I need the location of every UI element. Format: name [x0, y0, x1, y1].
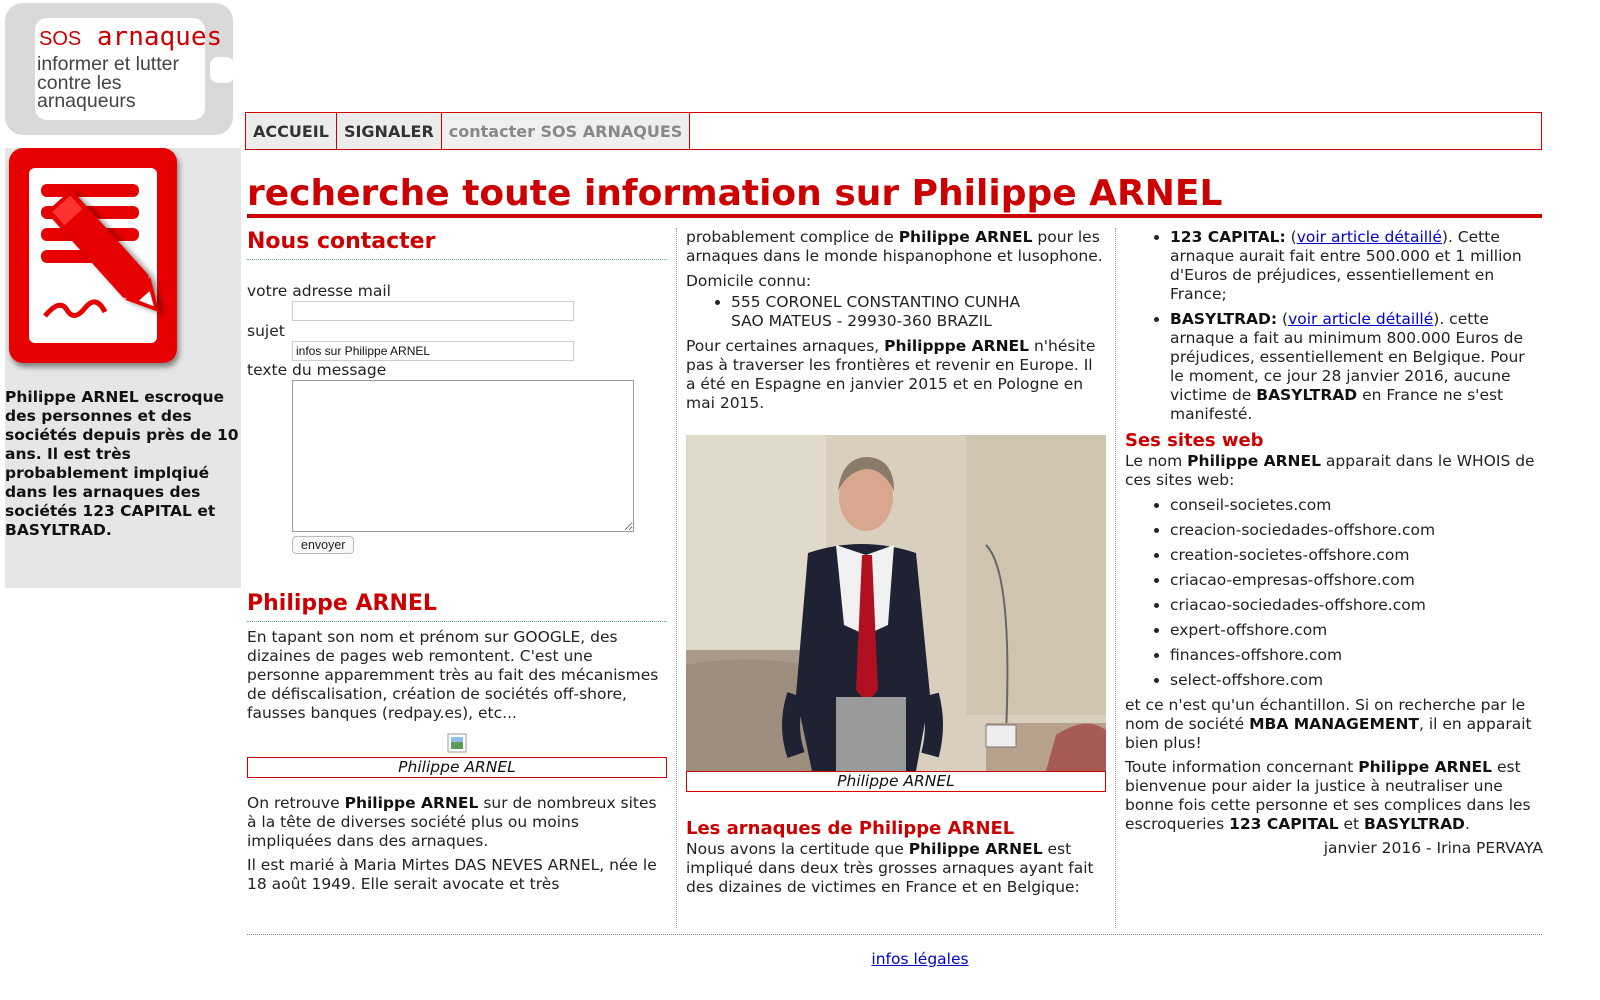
message-textarea[interactable] [292, 380, 634, 532]
contact-title: Nous contacter [247, 228, 667, 260]
sidebar-summary: Philippe ARNEL escroque des personnes et des sociétés depuis près de 10 ans. Il est très probablement implqiué dans les arnaques des sociétés 123 CAPITAL et BASYLTRAD. [5, 388, 239, 539]
scams-list [1125, 228, 1543, 424]
domicile-label: Domicile connu: [686, 272, 812, 290]
article-link-basyltrad[interactable]: voir article détaillé [1288, 310, 1434, 328]
footer [0, 950, 1600, 969]
person-photo-drawing [686, 435, 1106, 771]
document-pen-icon [5, 148, 241, 383]
main-nav [245, 112, 1542, 150]
signature: janvier 2016 - Irina PERVAYA [1323, 839, 1543, 857]
scams-intro: Nous avons la certitude que Philippe ARNEL est impliqué dans deux très grosses arnaques ayant fait des dizaines de victimes en France et en Belgique: [686, 840, 1094, 896]
person-para-1: On retrouve Philippe ARNEL sur de nombreux sites à la tête de diverses société plus ou moins impliquées dans des arnaques. [247, 794, 657, 850]
site-item: • creation-societes-offshore.com [1170, 546, 1543, 565]
person-para-2: Il est marié à Maria Mirtes DAS NEVES ARNEL, née le 18 août 1949. Elle serait avocate et très [247, 856, 657, 893]
site-item: • criacao-sociedades-offshore.com [1170, 596, 1543, 615]
column-divider [676, 228, 677, 928]
middle-para-1: probablement complice de Philippe ARNEL pour les arnaques dans le monde hispanophone et lusophone. [686, 228, 1103, 265]
email-field[interactable] [292, 301, 574, 321]
address-list [686, 293, 1106, 331]
column-left [247, 228, 667, 894]
person-title: Philippe ARNEL [247, 590, 667, 622]
site-logo[interactable] [5, 3, 233, 135]
legal-link[interactable]: infos légales [871, 950, 969, 968]
site-item: • select-offshore.com [1170, 671, 1543, 690]
article-link-123-capital[interactable]: voir article détaillé [1296, 228, 1442, 246]
message-label: texte du message [247, 361, 387, 379]
scam-item-basyltrad: • BASYLTRAD: (voir article détaillé). cette arnaque a fait au minimum 800.000 Euros de préjudices, essentiellement en Belgique. Pour le moment, ce jour 28 janvier 2016, aucune victime de BASYLTRAD en France ne s'est manifesté. [1170, 310, 1543, 424]
subject-label: sujet [247, 322, 285, 340]
sites-title: Ses sites web [1125, 430, 1264, 451]
call-for-info: Toute information concernant Philippe ARNEL est bienvenue pour aider la justice à neutraliser une bonne fois cette personne et ses complices dans les escroqueries 123 CAPITAL et BASYLTRAD. [1125, 758, 1531, 833]
person-intro: En tapant son nom et prénom sur GOOGLE, des dizaines de pages web remontent. C'est une personne apparemment très au fait des mécanismes de défiscalisation, création de sociétés off-shore, fausses banques (redpay.es), etc... [247, 628, 659, 722]
logo-notch [210, 57, 234, 83]
subject-field[interactable] [292, 341, 574, 361]
scam-item-123-capital: • 123 CAPITAL: (voir article détaillé). Cette arnaque aurait fait entre 500.000 et 1 million d'Euros de préjudices, essentiellement en France; [1170, 228, 1543, 304]
person-image-caption: Philippe ARNEL [247, 757, 667, 778]
address-item: • 555 CORONEL CONSTANTINO CUNHA SAO MATEUS - 29930-360 BRAZIL [731, 293, 1106, 331]
broken-image-icon [447, 733, 467, 753]
column-divider [1115, 228, 1116, 928]
column-right [1125, 228, 1543, 858]
sidebar [5, 148, 241, 588]
logo-sos: SOS [39, 28, 82, 50]
sites-after: et ce n'est qu'un échantillon. Si on recherche par le nom de société MBA MANAGEMENT, il en apparait bien plus! [1125, 696, 1532, 752]
nav-report[interactable]: SIGNALER [337, 113, 442, 149]
photo-caption: Philippe ARNEL [686, 771, 1106, 792]
email-label: votre adresse mail [247, 282, 391, 300]
send-button[interactable]: envoyer [292, 536, 354, 554]
column-middle [686, 228, 1106, 897]
logo-subtitle: informer et lutter contre les arnaqueurs [37, 53, 179, 112]
person-photo [686, 435, 1106, 771]
site-item: • creacion-sociedades-offshore.com [1170, 521, 1543, 540]
broken-image [247, 733, 667, 753]
site-item: • expert-offshore.com [1170, 621, 1543, 640]
page-title: recherche toute information sur Philippe ARNEL [247, 174, 1542, 218]
nav-home[interactable]: ACCUEIL [246, 113, 337, 149]
site-item: • criacao-empresas-offshore.com [1170, 571, 1543, 590]
site-item: • finances-offshore.com [1170, 646, 1543, 665]
logo-arnaques: arnaques [96, 22, 223, 52]
sites-intro: Le nom Philippe ARNEL apparait dans le WHOIS de ces sites web: [1125, 452, 1535, 489]
site-item: • conseil-societes.com [1170, 496, 1543, 515]
sites-list [1125, 496, 1543, 690]
logo-title [39, 23, 222, 53]
nav-contact[interactable]: contacter SOS ARNAQUES [442, 113, 691, 149]
middle-para-2: Pour certaines arnaques, Philipppe ARNEL n'hésite pas à traverser les frontières et revenir en Europe. Il a été en Espagne en janvier 2015 et en Pologne en mai 2015. [686, 337, 1096, 412]
scams-title: Les arnaques de Philippe ARNEL [686, 818, 1015, 839]
footer-divider [247, 934, 1542, 935]
